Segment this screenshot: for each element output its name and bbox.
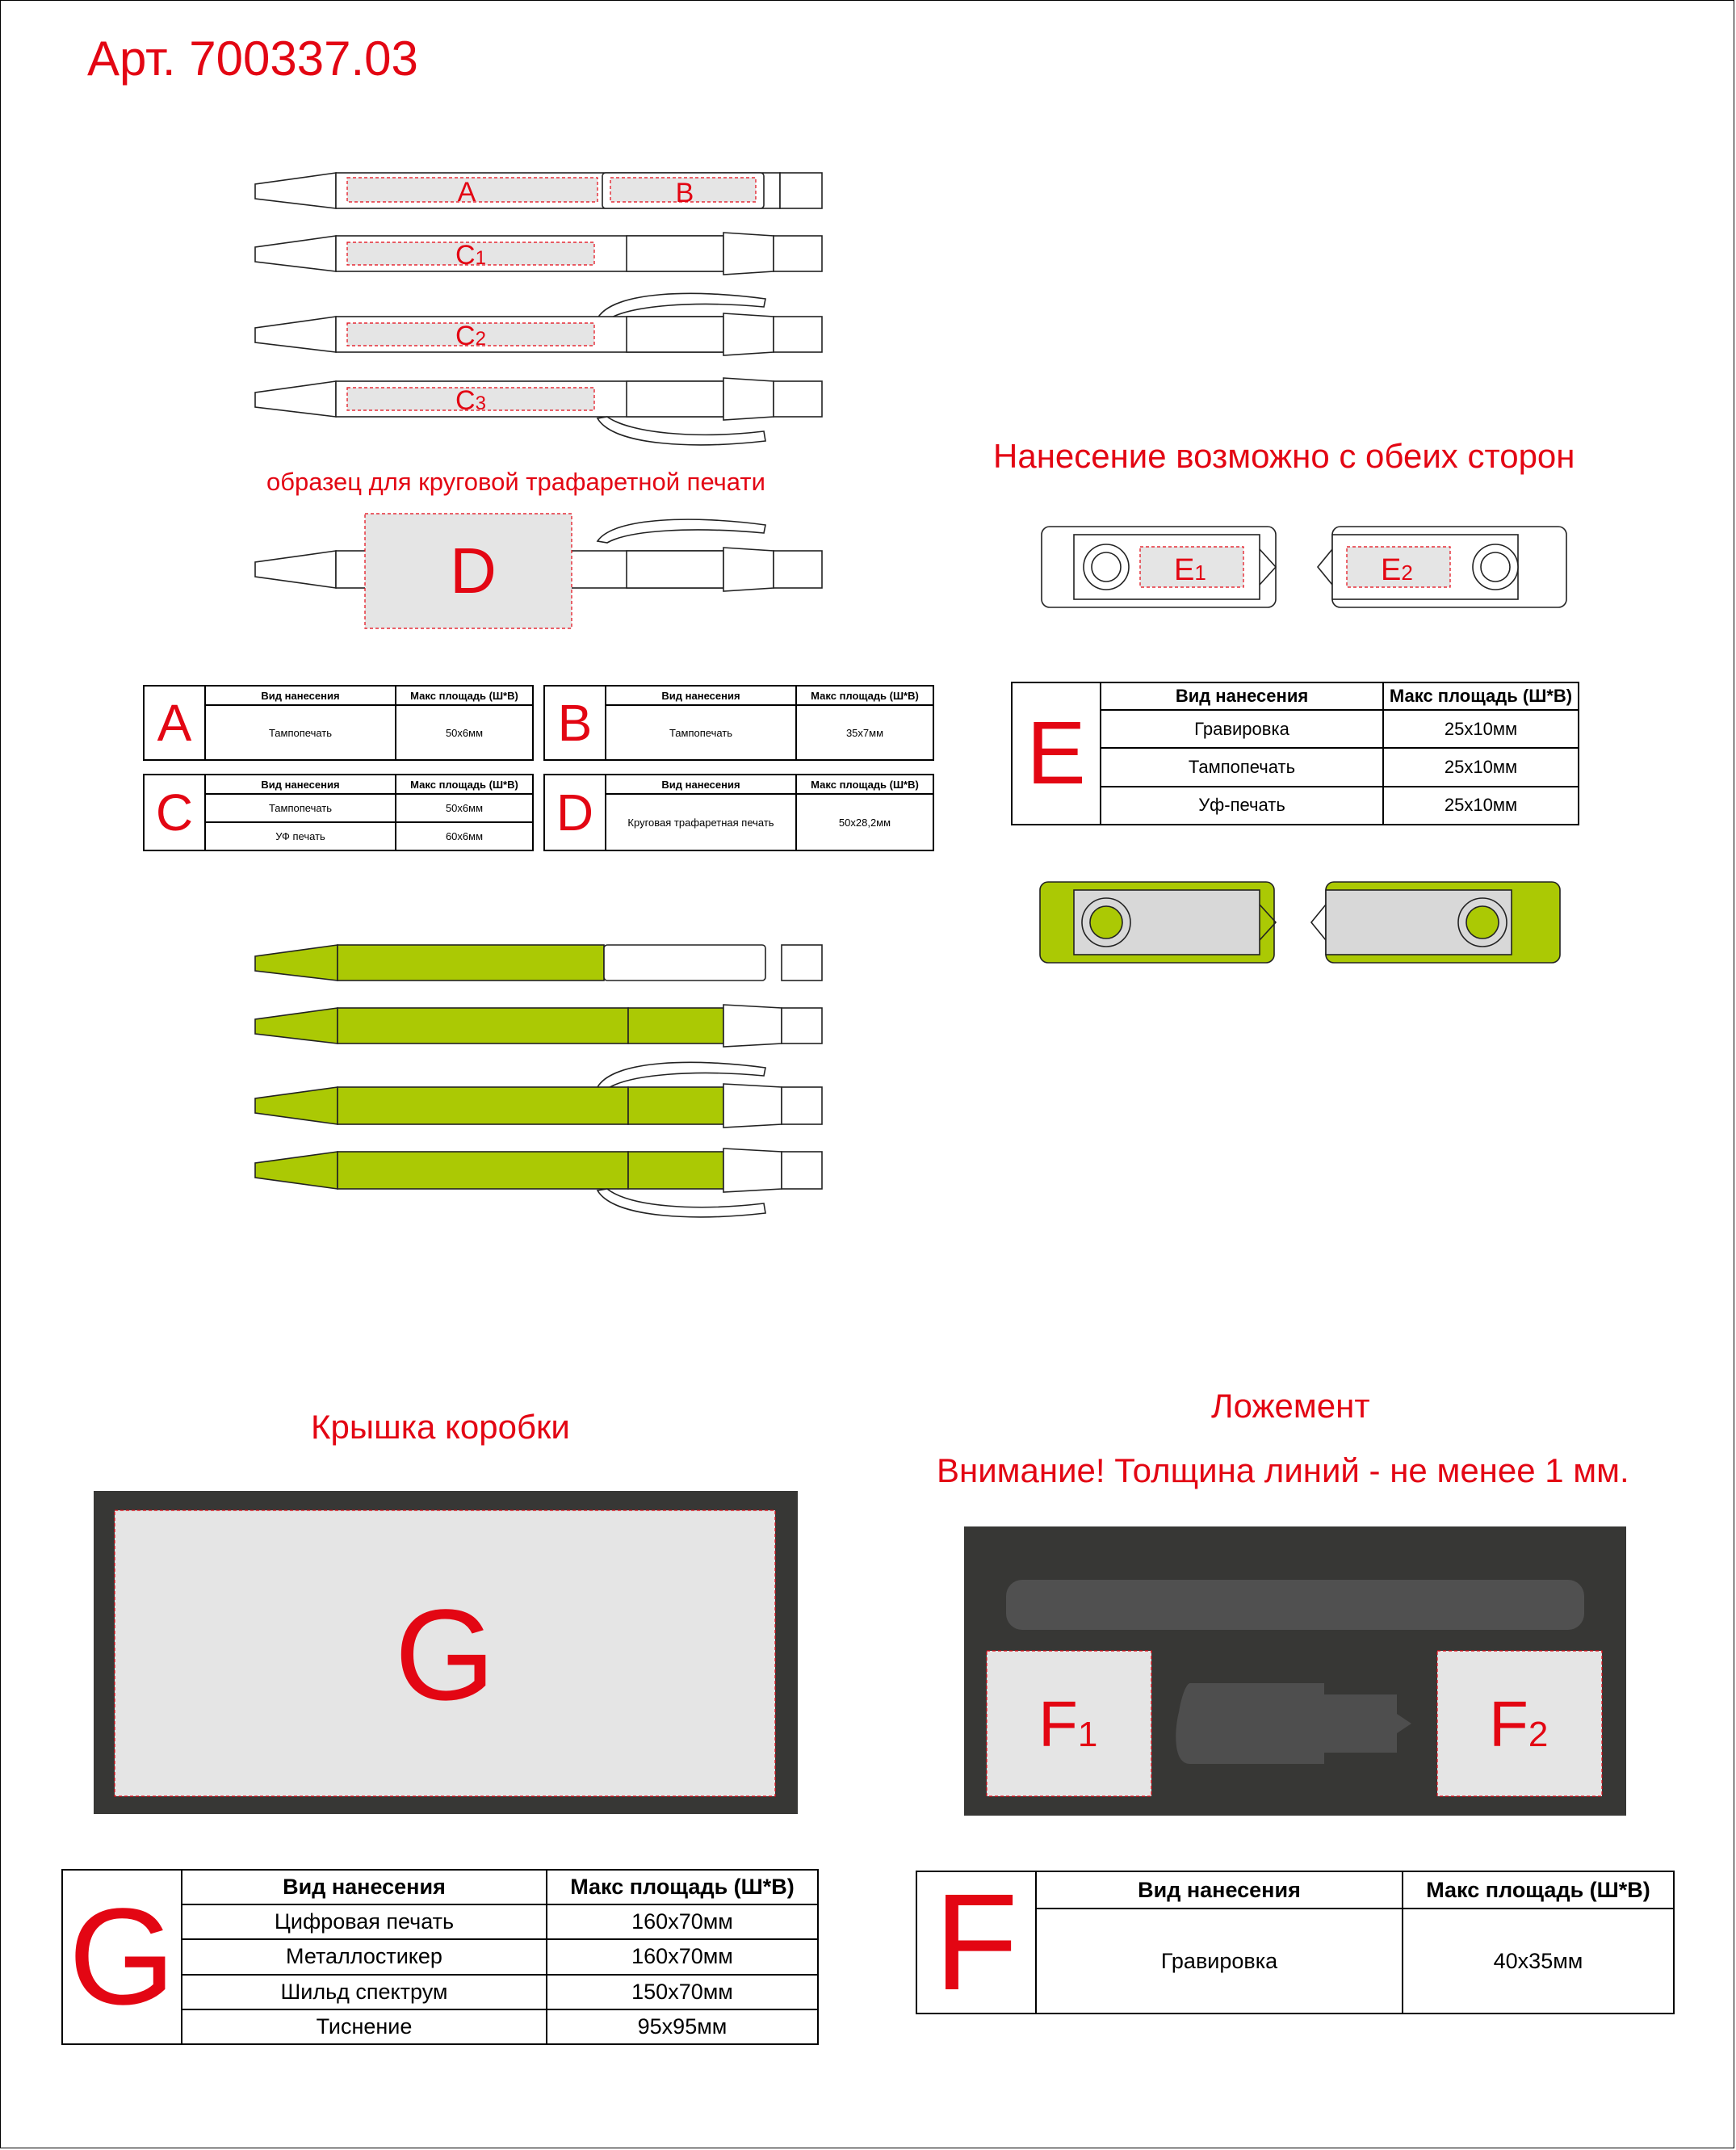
label-d: D bbox=[450, 535, 497, 607]
table-cell-method: Шильд спектрум bbox=[182, 1975, 547, 2009]
table-cell-size: 25х10мм bbox=[1383, 787, 1579, 825]
col-header-method: Вид нанесения bbox=[1101, 682, 1383, 710]
table-letter-g: G bbox=[62, 1870, 182, 2044]
col-header-size: Макс площадь (Ш*В) bbox=[1383, 682, 1579, 710]
col-header-method: Вид нанесения bbox=[182, 1870, 547, 1904]
table-cell-size: 60х6мм bbox=[396, 822, 533, 850]
table-cell-method: Тампопечать bbox=[205, 705, 396, 760]
table-cell-method: Тампопечать bbox=[1101, 748, 1383, 786]
table-cell-method: Тампопечать bbox=[205, 794, 396, 822]
table-cell-size: 50х6мм bbox=[396, 705, 533, 760]
col-header-method: Вид нанесения bbox=[205, 686, 396, 705]
pen-lime-1 bbox=[255, 945, 822, 981]
pen-outline-1 bbox=[255, 173, 822, 208]
pen-outline-5 bbox=[255, 514, 822, 628]
col-header-method: Вид нанесения bbox=[1036, 1871, 1403, 1909]
table-letter-d: D bbox=[544, 775, 606, 850]
label-b: B bbox=[675, 178, 694, 208]
table-cell-method: Круговая трафаретная печать bbox=[606, 794, 796, 850]
pen-lime-2 bbox=[255, 1005, 822, 1047]
table-cell-method: Гравировка bbox=[1036, 1909, 1403, 2014]
col-header-size: Макс площадь (Ш*В) bbox=[396, 686, 533, 705]
box-lid-caption: Крышка коробки bbox=[311, 1408, 570, 1446]
spec-table-d bbox=[543, 774, 934, 851]
pen-outline-3 bbox=[255, 293, 822, 355]
usb-lime-right bbox=[1311, 882, 1560, 963]
table-cell-method: Уф-печать bbox=[1101, 787, 1383, 825]
table-cell-method: Тампопечать bbox=[606, 705, 796, 760]
spec-table-e bbox=[1011, 682, 1579, 825]
col-header-method: Вид нанесения bbox=[606, 775, 796, 794]
article-title: Арт. 700337.03 bbox=[87, 31, 418, 86]
table-letter-e: E bbox=[1012, 682, 1101, 825]
table-cell-size: 150х70мм bbox=[547, 1975, 818, 2009]
table-cell-size: 160х70мм bbox=[547, 1939, 818, 1974]
label-c2: C2 bbox=[455, 321, 486, 351]
spec-table-c bbox=[143, 774, 534, 851]
col-header-method: Вид нанесения bbox=[205, 775, 396, 794]
table-cell-size: 40х35мм bbox=[1403, 1909, 1674, 2014]
table-letter-c: C bbox=[144, 775, 205, 850]
both-sides-caption: Нанесение возможно с обеих сторон bbox=[993, 437, 1575, 475]
col-header-size: Макс площадь (Ш*В) bbox=[796, 686, 933, 705]
usb-lime-left bbox=[1040, 882, 1276, 963]
spec-table-g bbox=[61, 1869, 819, 2045]
label-f1: F1 bbox=[1038, 1688, 1098, 1760]
pen-lime-3 bbox=[255, 1062, 822, 1127]
spec-table-f bbox=[916, 1866, 1675, 2019]
pen-outline-4 bbox=[255, 378, 822, 445]
label-c1: C1 bbox=[455, 240, 486, 271]
table-cell-method: Тиснение bbox=[182, 2009, 547, 2044]
table-letter-a: A bbox=[144, 686, 205, 760]
table-cell-size: 50х28,2мм bbox=[796, 794, 933, 850]
insert-caption: Ложемент bbox=[1211, 1387, 1370, 1425]
table-cell-size: 25х10мм bbox=[1383, 710, 1579, 748]
table-cell-method: УФ печать bbox=[205, 822, 396, 850]
label-f2: F2 bbox=[1489, 1688, 1549, 1760]
label-e2: E2 bbox=[1381, 553, 1413, 587]
insert-warning: Внимание! Толщина линий - не менее 1 мм. bbox=[937, 1451, 1629, 1489]
col-header-size: Макс площадь (Ш*В) bbox=[1403, 1871, 1674, 1909]
table-cell-size: 95х95мм bbox=[547, 2009, 818, 2044]
table-letter-b: B bbox=[544, 686, 606, 760]
col-header-size: Макс площадь (Ш*В) bbox=[796, 775, 933, 794]
table-cell-size: 50х6мм bbox=[396, 794, 533, 822]
col-header-size: Макс площадь (Ш*В) bbox=[547, 1870, 818, 1904]
table-cell-method: Гравировка bbox=[1101, 710, 1383, 748]
table-letter-f: F bbox=[916, 1871, 1036, 2014]
label-c3: C3 bbox=[455, 385, 486, 416]
pen-lime-4 bbox=[255, 1148, 822, 1217]
label-g: G bbox=[394, 1582, 496, 1727]
screen-print-caption: образец для круговой трафаретной печати bbox=[266, 468, 765, 496]
col-header-method: Вид нанесения bbox=[606, 686, 796, 705]
usb-outline-left bbox=[1042, 527, 1276, 607]
label-e1: E1 bbox=[1174, 553, 1206, 587]
table-cell-method: Металлостикер bbox=[182, 1939, 547, 1974]
spec-table-b bbox=[543, 685, 934, 761]
spec-table-a bbox=[143, 685, 534, 761]
pen-outline-2 bbox=[255, 233, 822, 275]
col-header-size: Макс площадь (Ш*В) bbox=[396, 775, 533, 794]
usb-outline-right bbox=[1318, 527, 1566, 607]
label-a: A bbox=[457, 177, 476, 208]
table-cell-size: 160х70мм bbox=[547, 1904, 818, 1939]
table-cell-method: Цифровая печать bbox=[182, 1904, 547, 1939]
box-insert bbox=[964, 1526, 1626, 1816]
table-cell-size: 35х7мм bbox=[796, 705, 933, 760]
table-cell-size: 25х10мм bbox=[1383, 748, 1579, 786]
